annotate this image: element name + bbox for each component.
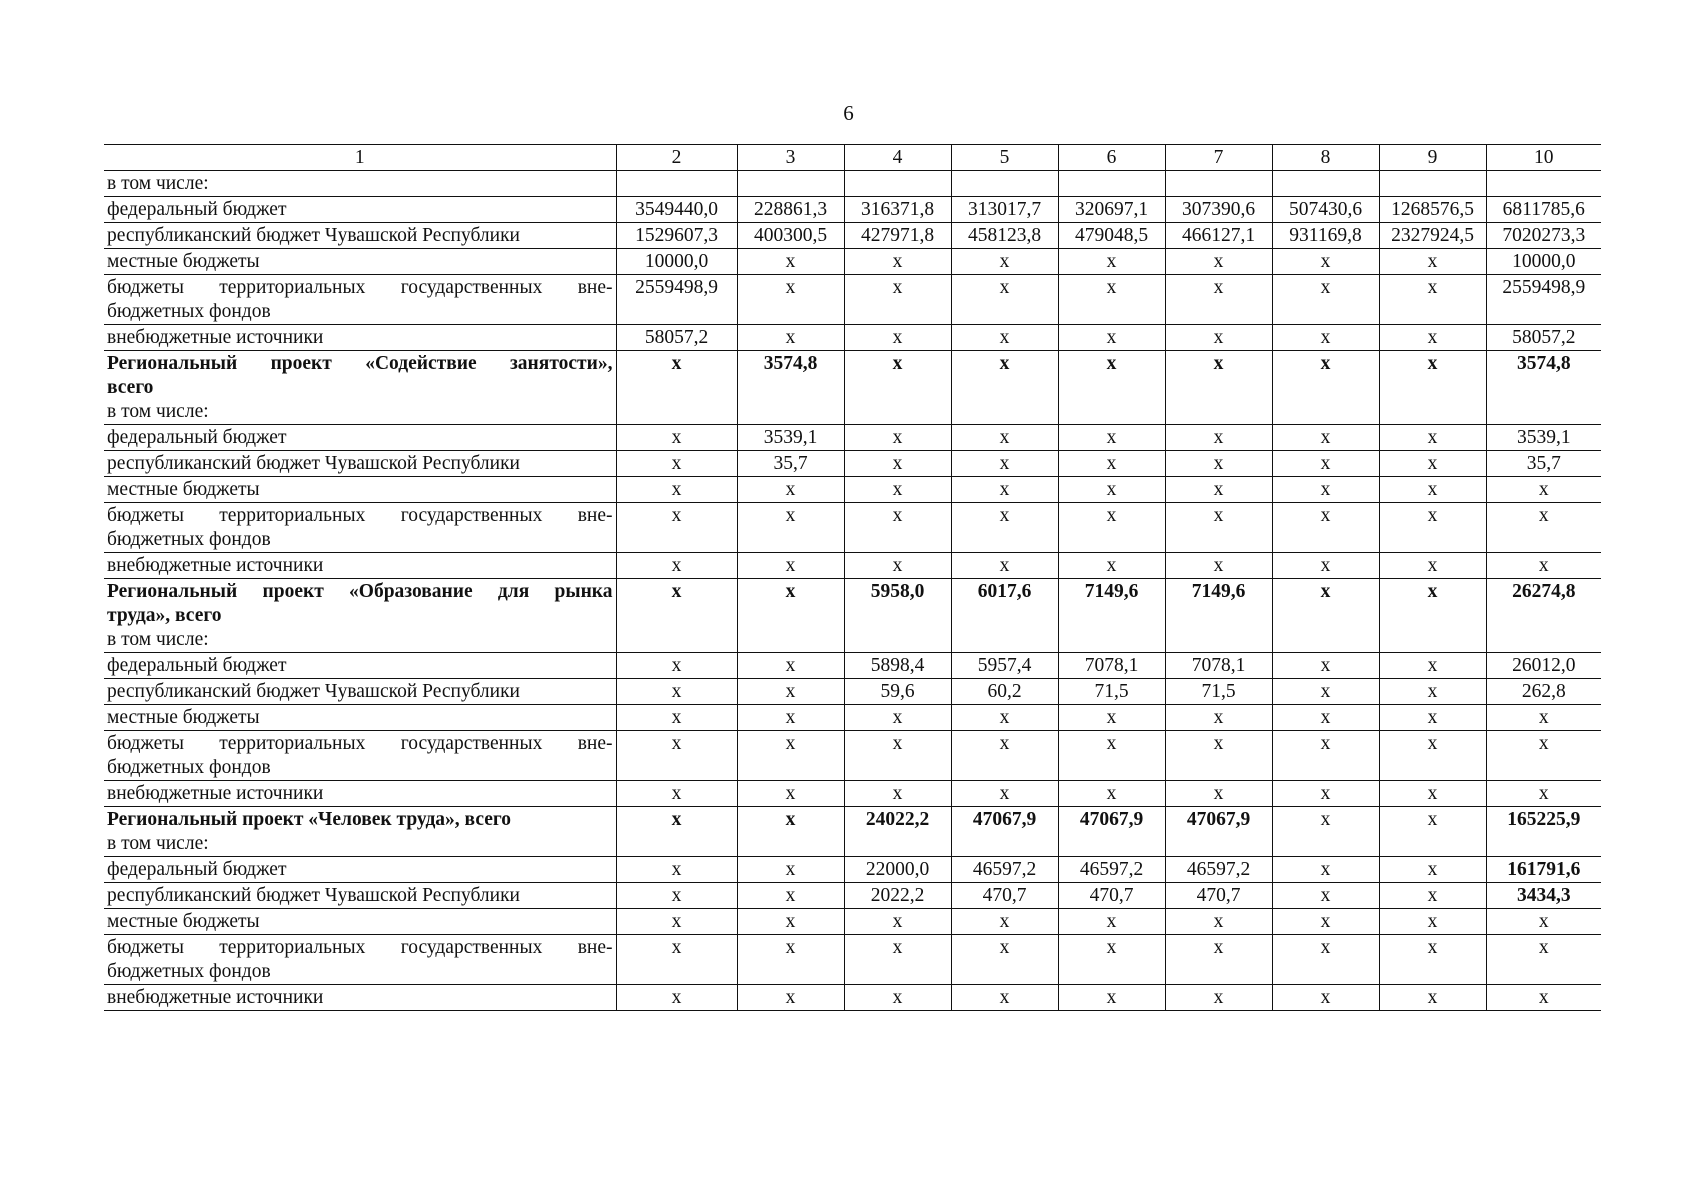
value-cell: х <box>737 781 844 807</box>
row-label: федеральный бюджет <box>104 425 616 451</box>
value-cell: х <box>1058 425 1165 451</box>
value-cell: х <box>951 503 1058 553</box>
value-cell: х <box>951 985 1058 1011</box>
value-cell: 307390,6 <box>1165 197 1272 223</box>
value-cell: 1529607,3 <box>616 223 737 249</box>
row-label <box>104 275 616 325</box>
value-cell: х <box>951 935 1058 985</box>
value-cell <box>844 171 951 197</box>
value-cell: х <box>844 781 951 807</box>
value-cell: х <box>1058 249 1165 275</box>
value-cell: х <box>1058 325 1165 351</box>
value-cell: х <box>951 249 1058 275</box>
value-cell: х <box>1165 451 1272 477</box>
value-cell: 470,7 <box>1165 883 1272 909</box>
row-label: в том числе: <box>104 171 616 197</box>
row-label-line: бюджетных фондов <box>107 529 271 550</box>
column-number: 8 <box>1272 145 1379 171</box>
row-label <box>104 351 616 425</box>
value-cell: 313017,7 <box>951 197 1058 223</box>
value-cell: х <box>951 909 1058 935</box>
value-cell: 466127,1 <box>1165 223 1272 249</box>
table-row <box>104 171 1601 197</box>
value-cell: 46597,2 <box>1058 857 1165 883</box>
project-title-line: всего <box>107 377 154 398</box>
value-cell: 1268576,5 <box>1379 197 1486 223</box>
value-cell: 2559498,9 <box>1486 275 1601 325</box>
value-cell: 6811785,6 <box>1486 197 1601 223</box>
value-cell: х <box>616 451 737 477</box>
row-label: местные бюджеты <box>104 705 616 731</box>
value-cell: 3574,8 <box>1486 351 1601 425</box>
value-cell: х <box>951 451 1058 477</box>
value-cell: х <box>737 477 844 503</box>
value-cell: х <box>616 351 737 425</box>
project-title-line: Региональный проект «Содействие занятости», <box>107 353 613 374</box>
value-cell: х <box>1379 503 1486 553</box>
value-cell: х <box>737 579 844 653</box>
value-cell: 47067,9 <box>951 807 1058 857</box>
value-cell <box>1379 171 1486 197</box>
value-cell: х <box>1272 579 1379 653</box>
value-cell: х <box>1486 909 1601 935</box>
value-cell: х <box>1272 679 1379 705</box>
value-cell: х <box>1486 985 1601 1011</box>
value-cell: х <box>1272 807 1379 857</box>
value-cell: 479048,5 <box>1058 223 1165 249</box>
value-cell: х <box>737 553 844 579</box>
value-cell: х <box>1272 935 1379 985</box>
value-cell: х <box>1272 857 1379 883</box>
value-cell: 931169,8 <box>1272 223 1379 249</box>
value-cell: х <box>844 325 951 351</box>
value-cell: 400300,5 <box>737 223 844 249</box>
value-cell: х <box>1379 553 1486 579</box>
row-label <box>104 807 616 857</box>
value-cell: х <box>844 909 951 935</box>
value-cell: х <box>1272 325 1379 351</box>
value-cell: х <box>616 909 737 935</box>
value-cell: 507430,6 <box>1272 197 1379 223</box>
value-cell: х <box>1058 781 1165 807</box>
value-cell: х <box>737 679 844 705</box>
value-cell: х <box>844 249 951 275</box>
row-label <box>104 731 616 781</box>
value-cell: 10000,0 <box>616 249 737 275</box>
project-title-line: труда», всего <box>107 605 222 626</box>
row-label: местные бюджеты <box>104 249 616 275</box>
value-cell: х <box>616 553 737 579</box>
value-cell: х <box>844 705 951 731</box>
table-row <box>104 477 1601 503</box>
value-cell: х <box>1486 477 1601 503</box>
value-cell: х <box>951 553 1058 579</box>
value-cell: х <box>616 883 737 909</box>
value-cell: х <box>1379 579 1486 653</box>
value-cell: 7020273,3 <box>1486 223 1601 249</box>
table-row <box>104 425 1601 451</box>
value-cell: х <box>1379 451 1486 477</box>
value-cell: х <box>1058 477 1165 503</box>
value-cell: х <box>1486 503 1601 553</box>
value-cell: 7149,6 <box>1165 579 1272 653</box>
value-cell: х <box>844 503 951 553</box>
value-cell: 35,7 <box>1486 451 1601 477</box>
value-cell: х <box>951 351 1058 425</box>
value-cell: 58057,2 <box>616 325 737 351</box>
value-cell <box>737 171 844 197</box>
value-cell: х <box>737 325 844 351</box>
value-cell: х <box>1272 705 1379 731</box>
value-cell: х <box>1379 351 1486 425</box>
row-label-line: бюджетных фондов <box>107 301 271 322</box>
value-cell: х <box>737 883 844 909</box>
value-cell: х <box>737 807 844 857</box>
value-cell: 47067,9 <box>1058 807 1165 857</box>
value-cell: х <box>1379 249 1486 275</box>
row-label: республиканский бюджет Чувашской Республики <box>104 223 616 249</box>
project-row <box>104 807 1601 857</box>
value-cell: х <box>844 553 951 579</box>
value-cell: 26012,0 <box>1486 653 1601 679</box>
value-cell <box>616 171 737 197</box>
value-cell: х <box>1058 553 1165 579</box>
value-cell: х <box>737 909 844 935</box>
value-cell: х <box>1165 731 1272 781</box>
value-cell: х <box>616 705 737 731</box>
value-cell: х <box>737 985 844 1011</box>
value-cell: х <box>1165 503 1272 553</box>
value-cell: х <box>1272 503 1379 553</box>
table-row <box>104 503 1601 553</box>
value-cell: х <box>737 731 844 781</box>
value-cell: 58057,2 <box>1486 325 1601 351</box>
value-cell: х <box>1165 705 1272 731</box>
budget-table <box>104 144 1601 1011</box>
table-row <box>104 275 1601 325</box>
value-cell: 7078,1 <box>1058 653 1165 679</box>
value-cell: х <box>1272 781 1379 807</box>
value-cell: 5957,4 <box>951 653 1058 679</box>
row-label: федеральный бюджет <box>104 653 616 679</box>
value-cell: х <box>1272 883 1379 909</box>
value-cell: 26274,8 <box>1486 579 1601 653</box>
row-label: федеральный бюджет <box>104 857 616 883</box>
value-cell <box>951 171 1058 197</box>
value-cell: х <box>616 477 737 503</box>
value-cell: 228861,3 <box>737 197 844 223</box>
value-cell: х <box>1272 451 1379 477</box>
value-cell: х <box>1272 275 1379 325</box>
row-label-line: бюджетных фондов <box>107 757 271 778</box>
value-cell: х <box>844 477 951 503</box>
value-cell: х <box>844 451 951 477</box>
value-cell: х <box>737 705 844 731</box>
row-label <box>104 503 616 553</box>
value-cell: 320697,1 <box>1058 197 1165 223</box>
value-cell: х <box>1379 425 1486 451</box>
value-cell: х <box>737 935 844 985</box>
value-cell: х <box>1058 275 1165 325</box>
value-cell: 316371,8 <box>844 197 951 223</box>
value-cell: х <box>951 731 1058 781</box>
value-cell: 5898,4 <box>844 653 951 679</box>
value-cell: х <box>1165 553 1272 579</box>
value-cell: 47067,9 <box>1165 807 1272 857</box>
value-cell: х <box>1379 705 1486 731</box>
value-cell: 5958,0 <box>844 579 951 653</box>
value-cell: х <box>1272 553 1379 579</box>
value-cell: х <box>1486 935 1601 985</box>
value-cell: х <box>1272 653 1379 679</box>
value-cell: х <box>844 985 951 1011</box>
value-cell: 46597,2 <box>1165 857 1272 883</box>
value-cell: х <box>1379 653 1486 679</box>
row-label: республиканский бюджет Чувашской Республики <box>104 883 616 909</box>
value-cell: х <box>844 425 951 451</box>
row-label: федеральный бюджет <box>104 197 616 223</box>
value-cell: х <box>1058 985 1165 1011</box>
value-cell: х <box>951 477 1058 503</box>
column-number: 7 <box>1165 145 1272 171</box>
row-label-line: бюджеты территориальных государственных вне- <box>107 277 613 298</box>
value-cell: х <box>1272 985 1379 1011</box>
column-number: 2 <box>616 145 737 171</box>
table-row <box>104 451 1601 477</box>
value-cell <box>1486 171 1601 197</box>
value-cell: х <box>737 653 844 679</box>
value-cell: 7078,1 <box>1165 653 1272 679</box>
value-cell: х <box>1058 451 1165 477</box>
row-label: внебюджетные источники <box>104 553 616 579</box>
row-label: внебюджетные источники <box>104 781 616 807</box>
value-cell: х <box>1165 249 1272 275</box>
value-cell: х <box>616 781 737 807</box>
table-body <box>104 171 1601 1011</box>
value-cell: х <box>844 275 951 325</box>
value-cell: 3539,1 <box>1486 425 1601 451</box>
value-cell: 71,5 <box>1058 679 1165 705</box>
value-cell: х <box>1272 909 1379 935</box>
value-cell: 3434,3 <box>1486 883 1601 909</box>
value-cell: х <box>844 731 951 781</box>
value-cell: х <box>616 503 737 553</box>
column-number-row <box>104 145 1601 171</box>
value-cell: х <box>1486 553 1601 579</box>
value-cell: х <box>1272 731 1379 781</box>
value-cell: 2022,2 <box>844 883 951 909</box>
value-cell: х <box>1486 705 1601 731</box>
value-cell: х <box>737 503 844 553</box>
value-cell: х <box>951 275 1058 325</box>
column-number: 4 <box>844 145 951 171</box>
table-row <box>104 909 1601 935</box>
value-cell: х <box>951 781 1058 807</box>
value-cell: х <box>616 425 737 451</box>
row-label-line: бюджетных фондов <box>107 961 271 982</box>
value-cell: х <box>951 705 1058 731</box>
table-row <box>104 857 1601 883</box>
value-cell: х <box>616 807 737 857</box>
row-label: внебюджетные источники <box>104 985 616 1011</box>
value-cell: 262,8 <box>1486 679 1601 705</box>
value-cell: х <box>1486 781 1601 807</box>
value-cell: 46597,2 <box>951 857 1058 883</box>
value-cell: х <box>737 275 844 325</box>
table-row <box>104 705 1601 731</box>
value-cell: х <box>1165 935 1272 985</box>
value-cell: 3549440,0 <box>616 197 737 223</box>
value-cell: 60,2 <box>951 679 1058 705</box>
value-cell: 59,6 <box>844 679 951 705</box>
column-number: 10 <box>1486 145 1601 171</box>
row-label <box>104 935 616 985</box>
table-row <box>104 553 1601 579</box>
row-label: республиканский бюджет Чувашской Республики <box>104 451 616 477</box>
value-cell: 22000,0 <box>844 857 951 883</box>
value-cell: х <box>1379 909 1486 935</box>
value-cell: х <box>1272 351 1379 425</box>
value-cell: 7149,6 <box>1058 579 1165 653</box>
value-cell: х <box>1379 477 1486 503</box>
value-cell: 35,7 <box>737 451 844 477</box>
value-cell: 2327924,5 <box>1379 223 1486 249</box>
table-row <box>104 731 1601 781</box>
row-label: местные бюджеты <box>104 477 616 503</box>
value-cell: х <box>1379 731 1486 781</box>
value-cell: 6017,6 <box>951 579 1058 653</box>
value-cell: х <box>1272 477 1379 503</box>
value-cell: х <box>616 579 737 653</box>
value-cell: х <box>1165 477 1272 503</box>
value-cell: х <box>1165 985 1272 1011</box>
project-subtitle: в том числе: <box>107 833 209 854</box>
value-cell: х <box>1165 275 1272 325</box>
project-subtitle: в том числе: <box>107 401 209 422</box>
row-label-line: бюджеты территориальных государственных вне- <box>107 733 613 754</box>
table-row <box>104 985 1601 1011</box>
project-title-line: Региональный проект «Образование для рынка <box>107 581 613 602</box>
value-cell: х <box>1379 883 1486 909</box>
value-cell: х <box>951 325 1058 351</box>
value-cell: х <box>844 351 951 425</box>
value-cell: х <box>1379 325 1486 351</box>
value-cell: х <box>1379 857 1486 883</box>
value-cell: 470,7 <box>951 883 1058 909</box>
value-cell: х <box>1058 935 1165 985</box>
value-cell <box>1272 171 1379 197</box>
value-cell: х <box>1165 781 1272 807</box>
value-cell: х <box>1165 351 1272 425</box>
value-cell: х <box>1058 351 1165 425</box>
column-number: 9 <box>1379 145 1486 171</box>
value-cell: х <box>616 985 737 1011</box>
value-cell: 3539,1 <box>737 425 844 451</box>
value-cell: 24022,2 <box>844 807 951 857</box>
value-cell: х <box>1379 935 1486 985</box>
value-cell <box>1165 171 1272 197</box>
row-label-line: бюджеты территориальных государственных вне- <box>107 937 613 958</box>
table-row <box>104 249 1601 275</box>
project-subtitle: в том числе: <box>107 629 209 650</box>
value-cell: 165225,9 <box>1486 807 1601 857</box>
project-row <box>104 579 1601 653</box>
row-label: республиканский бюджет Чувашской Республики <box>104 679 616 705</box>
value-cell: х <box>616 857 737 883</box>
table-row <box>104 197 1601 223</box>
value-cell: х <box>951 425 1058 451</box>
value-cell <box>1058 171 1165 197</box>
table-row <box>104 883 1601 909</box>
column-number: 5 <box>951 145 1058 171</box>
project-row <box>104 351 1601 425</box>
value-cell: х <box>616 653 737 679</box>
value-cell: х <box>737 249 844 275</box>
value-cell: 71,5 <box>1165 679 1272 705</box>
value-cell: х <box>1058 503 1165 553</box>
row-label: внебюджетные источники <box>104 325 616 351</box>
value-cell: 161791,6 <box>1486 857 1601 883</box>
row-label-line: бюджеты территориальных государственных вне- <box>107 505 613 526</box>
row-label <box>104 579 616 653</box>
table-row <box>104 223 1601 249</box>
value-cell: х <box>1165 909 1272 935</box>
column-number: 1 <box>354 147 365 168</box>
value-cell: х <box>1379 275 1486 325</box>
row-label: местные бюджеты <box>104 909 616 935</box>
table-row <box>104 325 1601 351</box>
value-cell: х <box>1058 705 1165 731</box>
value-cell: х <box>1165 325 1272 351</box>
value-cell: х <box>1486 731 1601 781</box>
value-cell: х <box>1379 807 1486 857</box>
value-cell: х <box>1272 425 1379 451</box>
table-row <box>104 781 1601 807</box>
value-cell: х <box>1272 249 1379 275</box>
value-cell: х <box>616 935 737 985</box>
table-row <box>104 935 1601 985</box>
column-number: 6 <box>1058 145 1165 171</box>
value-cell: 458123,8 <box>951 223 1058 249</box>
value-cell: х <box>1058 731 1165 781</box>
value-cell: 470,7 <box>1058 883 1165 909</box>
column-number: 3 <box>737 145 844 171</box>
table-row <box>104 653 1601 679</box>
value-cell: 427971,8 <box>844 223 951 249</box>
page-number: 6 <box>843 101 854 125</box>
project-title-line: Региональный проект «Человек труда», всего <box>107 809 511 830</box>
value-cell: х <box>616 731 737 781</box>
value-cell: х <box>844 935 951 985</box>
value-cell: х <box>1379 679 1486 705</box>
value-cell: 10000,0 <box>1486 249 1601 275</box>
value-cell: х <box>1165 425 1272 451</box>
value-cell: х <box>616 679 737 705</box>
value-cell: х <box>737 857 844 883</box>
value-cell: 2559498,9 <box>616 275 737 325</box>
value-cell: 3574,8 <box>737 351 844 425</box>
value-cell: х <box>1379 781 1486 807</box>
table-row <box>104 679 1601 705</box>
value-cell: х <box>1379 985 1486 1011</box>
value-cell: х <box>1058 909 1165 935</box>
